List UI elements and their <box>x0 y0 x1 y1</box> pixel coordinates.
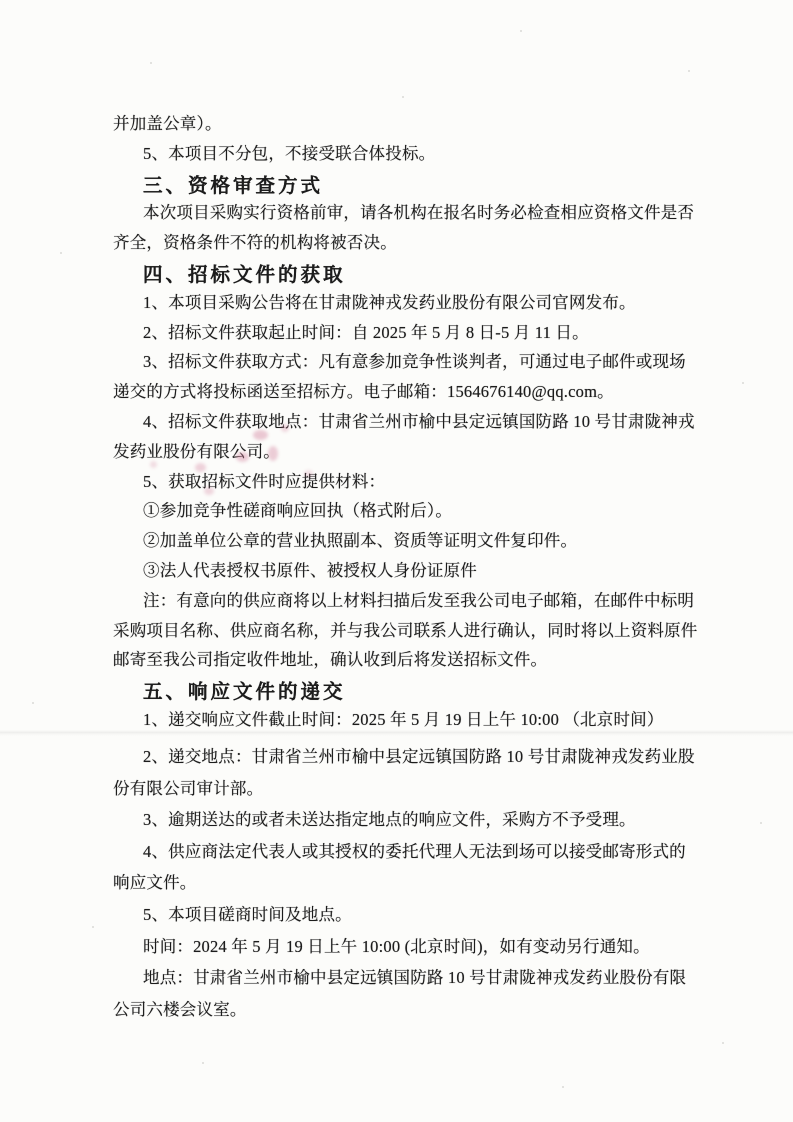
section-heading-line: 三、资格审查方式 <box>143 174 324 197</box>
text-line: 份有限公司审计部。 <box>113 778 264 798</box>
text-line: 注：有意向的供应商将以上材料扫描后发至我公司电子邮箱，在邮件中标明 <box>143 590 695 610</box>
text-line: 公司六楼会议室。 <box>113 999 247 1019</box>
scan-dust-speck <box>150 62 152 64</box>
text-line: 2、递交地点：甘肃省兰州市榆中县定远镇国防路 10 号甘肃陇神戎发药业股 <box>143 746 695 766</box>
ink-smudge <box>195 463 206 472</box>
scan-dust-speck <box>402 96 404 98</box>
text-line: 齐全，资格条件不符的机构将被否决。 <box>113 233 397 253</box>
ink-smudge <box>150 461 157 468</box>
text-line: 1、递交响应文件截止时间：2025 年 5 月 19 日上午 10:00 （北京时间） <box>143 709 664 729</box>
text-line: ①参加竞争性磋商响应回执（格式附后）。 <box>143 501 453 521</box>
scan-artifact-band <box>0 730 793 736</box>
text-line: 响应文件。 <box>113 873 197 893</box>
text-line: 4、供应商法定代表人或其授权的委托代理人无法到场可以接受邮寄形式的 <box>143 841 686 861</box>
text-line: 邮寄至我公司指定收件地址，确认收到后将发送招标文件。 <box>113 650 548 670</box>
text-line: 采购项目名称、供应商名称，并与我公司联系人进行确认，同时将以上资料原件 <box>113 620 698 640</box>
text-line: 1、本项目采购公告将在甘肃陇神戎发药业股份有限公司官网发布。 <box>143 292 636 312</box>
text-line: 发药业股份有限公司。 <box>113 441 280 461</box>
text-line: 4、招标文件获取地点：甘肃省兰州市榆中县定远镇国防路 10 号甘肃陇神戎 <box>143 411 695 431</box>
scan-dust-speck <box>92 926 94 928</box>
text-line: 时间：2024 年 5 月 19 日上午 10:00 (北京时间)，如有变动另行通知。 <box>143 936 650 956</box>
text-line: 5、本项目不分包，不接受联合体投标。 <box>143 143 436 163</box>
ink-smudge <box>281 424 289 432</box>
ink-smudge <box>253 430 268 440</box>
text-line: 5、获取招标文件时应提供材料： <box>143 471 386 491</box>
text-line: ②加盖单位公章的营业执照副本、资质等证明文件复印件。 <box>143 531 578 551</box>
text-line: 2、招标文件获取起止时间：自 2025 年 5 月 8 日-5 月 11 日。 <box>143 322 589 342</box>
ink-smudge <box>268 446 278 461</box>
text-line: 地点：甘肃省兰州市榆中县定远镇国防路 10 号甘肃陇神戎发药业股份有限 <box>143 968 687 988</box>
section-heading-line: 五、响应文件的递交 <box>143 681 346 704</box>
section-heading-line: 四、招标文件的获取 <box>143 263 346 286</box>
scan-dust-speck <box>60 252 62 254</box>
scan-dust-speck <box>32 702 34 704</box>
text-line: 本次项目采购实行资格前审，请各机构在报名时务必检查相应资格文件是否 <box>143 203 695 223</box>
scan-dust-speck <box>722 1042 724 1044</box>
text-line: 递交的方式将投标函送至招标方。电子邮箱：1564676140@qq.com。 <box>113 382 614 402</box>
scan-dust-speck <box>688 70 690 72</box>
ink-smudge <box>236 452 249 462</box>
scan-dust-speck <box>520 30 522 32</box>
scan-dust-speck <box>202 1062 204 1064</box>
text-line: 3、招标文件获取方式：凡有意参加竞争性谈判者，可通过电子邮件或现场 <box>143 352 686 372</box>
document-text-block <box>113 110 713 1027</box>
ink-smudge <box>204 487 214 495</box>
scan-dust-speck <box>742 382 744 384</box>
text-line: 并加盖公章）。 <box>113 114 222 133</box>
ink-smudge <box>304 470 313 477</box>
text-line: 5、本项目磋商时间及地点。 <box>143 904 352 924</box>
scan-dust-speck <box>562 1086 564 1088</box>
scan-dust-speck <box>760 822 762 824</box>
text-line: ③法人代表授权书原件、被授权人身份证原件 <box>143 560 477 580</box>
text-line: 3、逾期送达的或者未送达指定地点的响应文件，采购方不予受理。 <box>143 810 636 830</box>
